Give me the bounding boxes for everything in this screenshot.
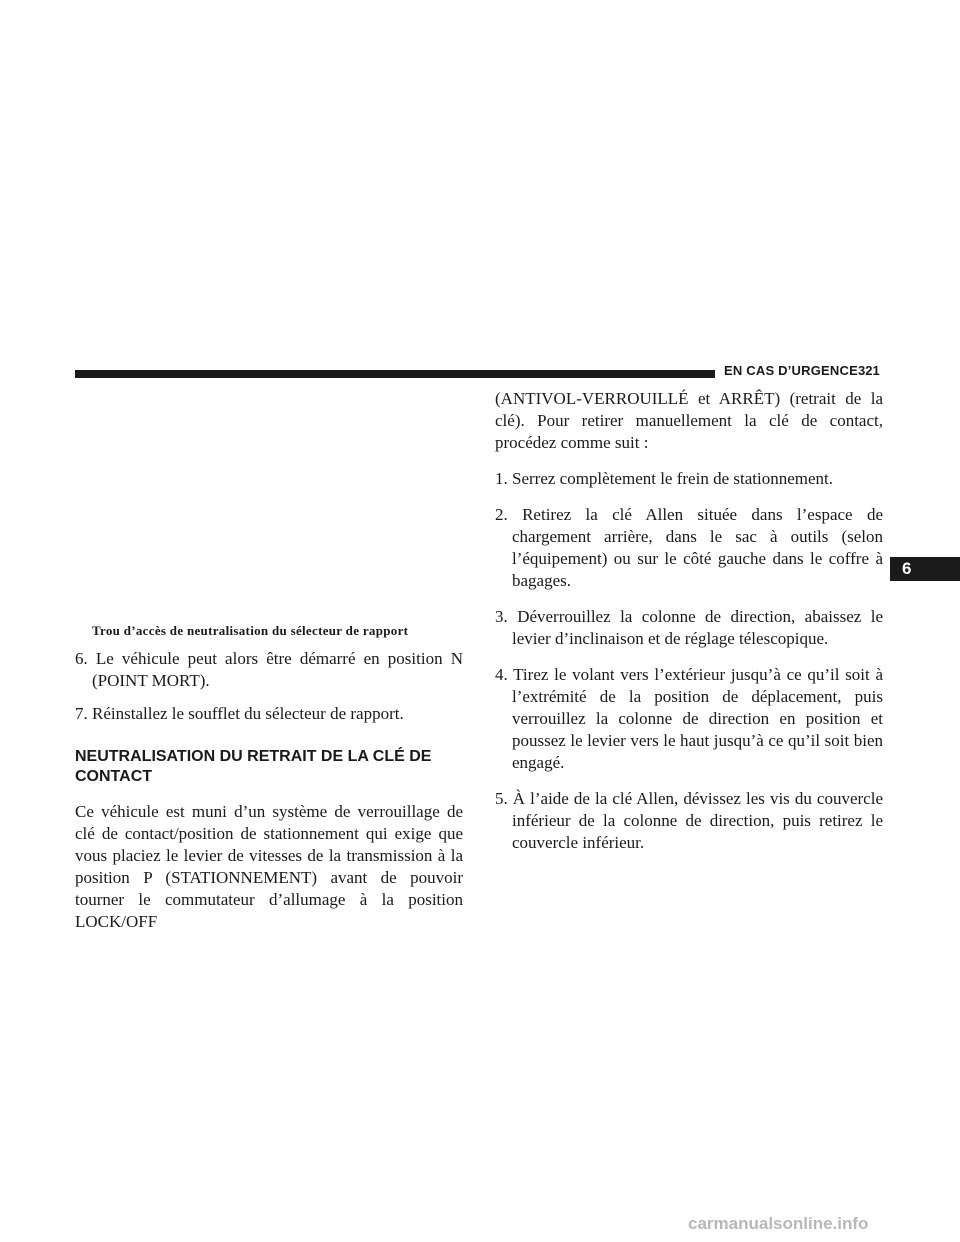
page-number: 321 <box>858 363 880 378</box>
chapter-tab: 6 <box>890 557 960 581</box>
list-item: 4. Tirez le volant vers l’extérieur jusqu’à ce qu’il soit à l’extrémité de la position de déplacement, puis verrouillez la colonne de direction en position et poussez le levier vers le haut jusqu’à ce qu’il soit bien engagé. <box>495 665 883 772</box>
right-column <box>495 388 883 854</box>
list-item: 7. Réinstallez le soufflet du sélecteur de rapport. <box>75 704 404 723</box>
watermark: carmanualsonline.info <box>688 1214 869 1233</box>
section-heading: NEUTRALISATION DU RETRAIT DE LA CLÉ DE CONTACT <box>75 748 432 785</box>
header-rule <box>75 370 715 378</box>
figure-caption: Trou d’accès de neutralisation du sélecteur de rapport <box>92 623 409 638</box>
list-item: 2. Retirez la clé Allen située dans l’espace de chargement arrière, dans le sac à outils (selon l’équipement) ou sur le côté gauche dans le coffre à bagages. <box>495 505 883 590</box>
list-item: 3. Déverrouillez la colonne de direction, abaissez le levier d’inclinaison et de réglage télescopique. <box>495 607 883 648</box>
body-paragraph: Ce véhicule est muni d’un système de verrouillage de clé de contact/position de stationnement qui exige que vous placiez le levier de vitesses de la transmission à la position P (STATIONNEMENT) avant de pouvoir tourner le commutateur d’allumage à la position LOCK/OFF <box>75 802 463 931</box>
list-item: 5. À l’aide de la clé Allen, dévissez les vis du couvercle inférieur de la colonne de direction, puis retirez le couvercle inférieur. <box>495 789 883 852</box>
left-column <box>75 620 463 933</box>
list-item: 6. Le véhicule peut alors être démarré en position N (POINT MORT). <box>75 649 463 690</box>
section-title: EN CAS D’URGENCE <box>724 363 858 378</box>
list-item: 1. Serrez complètement le frein de stationnement. <box>495 469 833 488</box>
body-paragraph: (ANTIVOL-VERROUILLÉ et ARRÊT) (retrait de la clé). Pour retirer manuellement la clé de contact, procédez comme suit : <box>495 389 883 452</box>
